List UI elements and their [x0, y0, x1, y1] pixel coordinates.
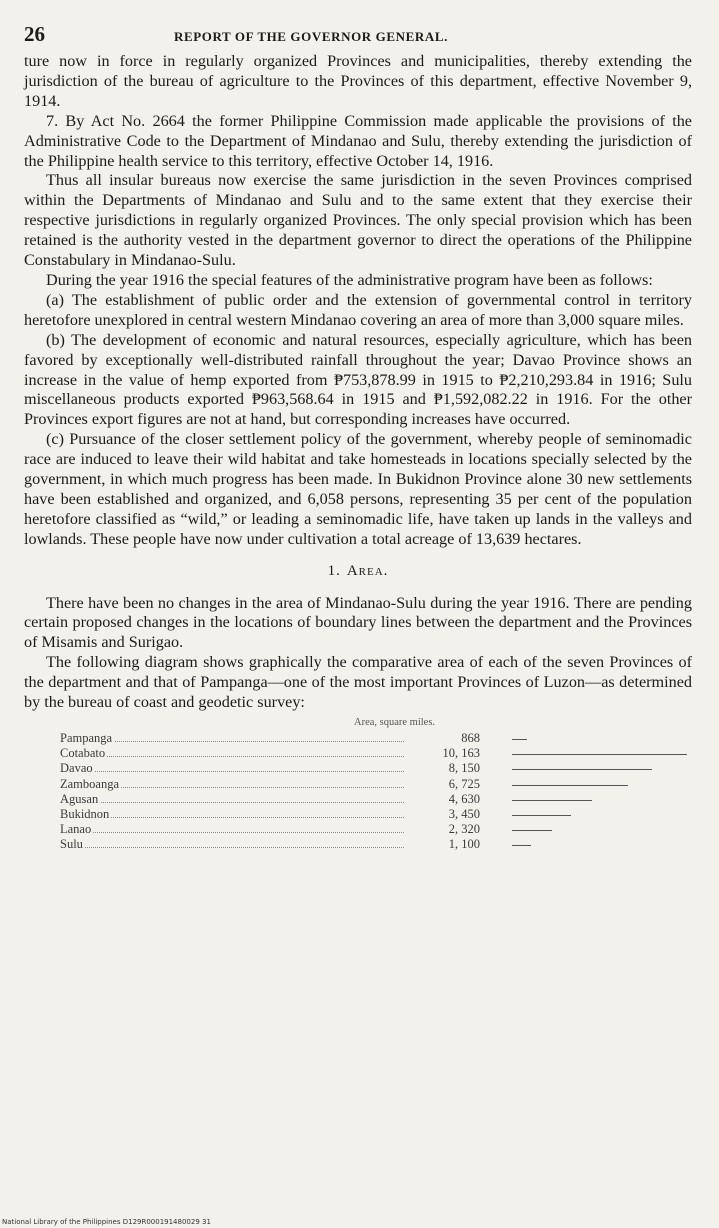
- dot-leader: [60, 756, 440, 757]
- area-value: 2, 320: [404, 822, 480, 837]
- area-row: [24, 731, 692, 746]
- section-title: Area.: [346, 562, 389, 579]
- province-name: Cotabato: [60, 746, 106, 761]
- area-row: [24, 746, 692, 761]
- area-bar: [512, 815, 571, 816]
- area-bar: [512, 739, 527, 740]
- paragraph-act-2664: 7. By Act No. 2664 the former Philippine Commission made applicable the provisions of the Administrative Code to the Department of Mindanao and Sulu, thereby extending the jurisdiction of the Philippine health service to this territory, effective October 14, 1916.: [24, 111, 692, 170]
- paragraph-area-changes: There have been no changes in the area of Mindanao-Sulu during the year 1916. There are pending certain proposed changes in the locations of boundary lines between the department and the Provinces of Misamis and Surigao.: [24, 593, 692, 652]
- area-bar: [512, 754, 687, 755]
- page-footer: National Library of the Philippines D129R000191480029 31: [2, 1218, 211, 1226]
- paragraph-special-features: During the year 1916 the special features of the administrative program have been as follows:: [46, 270, 653, 289]
- paragraph-continuation: ture now in force in regularly organized Provinces and municipalities, thereby extending the jurisdiction of the bureau of agriculture to the Provinces of this department, effective November 9, 1914.: [24, 52, 692, 110]
- area-value: 868: [404, 731, 480, 746]
- area-value: 3, 450: [404, 807, 480, 822]
- dot-leader: [60, 847, 440, 848]
- document-page: [24, 22, 692, 853]
- area-bar: [512, 845, 531, 846]
- area-value: 4, 630: [404, 792, 480, 807]
- page-header: [24, 22, 692, 52]
- area-row: [24, 837, 692, 852]
- area-value: 6, 725: [404, 777, 480, 792]
- area-value: 8, 150: [404, 761, 480, 776]
- area-bar: [512, 830, 552, 831]
- province-name: Davao: [60, 761, 93, 776]
- province-name: Zamboanga: [60, 776, 120, 791]
- province-name: Pampanga: [60, 731, 113, 745]
- area-row: [24, 761, 692, 776]
- paragraph-insular-bureaus: Thus all insular bureaus now exercise the same jurisdiction in the seven Provinces comprised within the Departments of Mindanao and Sulu and to the same extent that they exercise their respective jurisdictions in regularly organized Provinces. The only special provision which has been retained is the authority vested in the department governor to direct the operations of the Philippine Constabulary in Mindanao-Sulu.: [24, 171, 692, 270]
- area-row: [24, 807, 692, 822]
- province-name: Bukidnon: [60, 806, 110, 821]
- province-name: Lanao: [60, 822, 92, 837]
- dot-leader: [60, 741, 440, 742]
- paragraph-diagram-intro: The following diagram shows graphically the comparative area of each of the seven Provinces of the department and that of Pampanga—one of the most important Provinces of Luzon—as determined by the bureau of coast and geodetic survey:: [24, 653, 692, 712]
- province-name: Sulu: [60, 837, 83, 852]
- paragraph-item-b: (b) The development of economic and natural resources, especially agriculture, which has been favored by exceptionally well-distributed rainfall throughout the year; Davao Province shows an increase in the value of hemp exported from ₱753,878.99 in 1915 to ₱2,210,293.84 in 1916; Sulu miscellaneous products exported ₱963,568.64 in 1915 and ₱1,592,082.22 in 1916. For the other Provinces export figures are not at hand, but corresponding increases have occurred.: [24, 330, 692, 429]
- body-text: [24, 52, 692, 713]
- area-row: [24, 822, 692, 837]
- area-value: 1, 100: [404, 837, 480, 852]
- area-row: [24, 777, 692, 792]
- area-table-caption: Area, square miles.: [354, 717, 436, 728]
- area-bar: [512, 800, 592, 801]
- area-table: [24, 717, 692, 853]
- dot-leader: [60, 771, 440, 772]
- section-heading-area: [24, 562, 692, 582]
- page-number: 26: [24, 22, 45, 46]
- running-title: REPORT OF THE GOVERNOR GENERAL.: [174, 29, 448, 44]
- area-bar: [512, 769, 652, 770]
- dot-leader: [60, 832, 440, 833]
- paragraph-item-a: (a) The establishment of public order and the extension of governmental control in territory heretofore unexplored in central western Mindanao covering an area of more than 3,000 square miles.: [24, 290, 692, 329]
- area-value: 10, 163: [404, 746, 480, 761]
- area-bar: [512, 785, 628, 786]
- paragraph-item-c: (c) Pursuance of the closer settlement policy of the government, whereby people of seminomadic race are induced to leave their wild habitat and take homesteads in locations specially selected by the government, in which much progress has been made. In Bukidnon Province alone 30 new settlements have been established and organized, and 6,058 persons, representing 35 per cent of the population heretofore classified as “wild,” or leading a seminomadic life, have taken up lands in the valleys and lowlands. These people have now under cultivation a total acreage of 13,639 hectares.: [24, 430, 692, 548]
- area-row: [24, 792, 692, 807]
- area-table-rows: [24, 731, 692, 853]
- section-number: 1.: [327, 562, 341, 579]
- dot-leader: [60, 802, 440, 803]
- province-name: Agusan: [60, 791, 99, 806]
- dot-leader: [60, 817, 440, 818]
